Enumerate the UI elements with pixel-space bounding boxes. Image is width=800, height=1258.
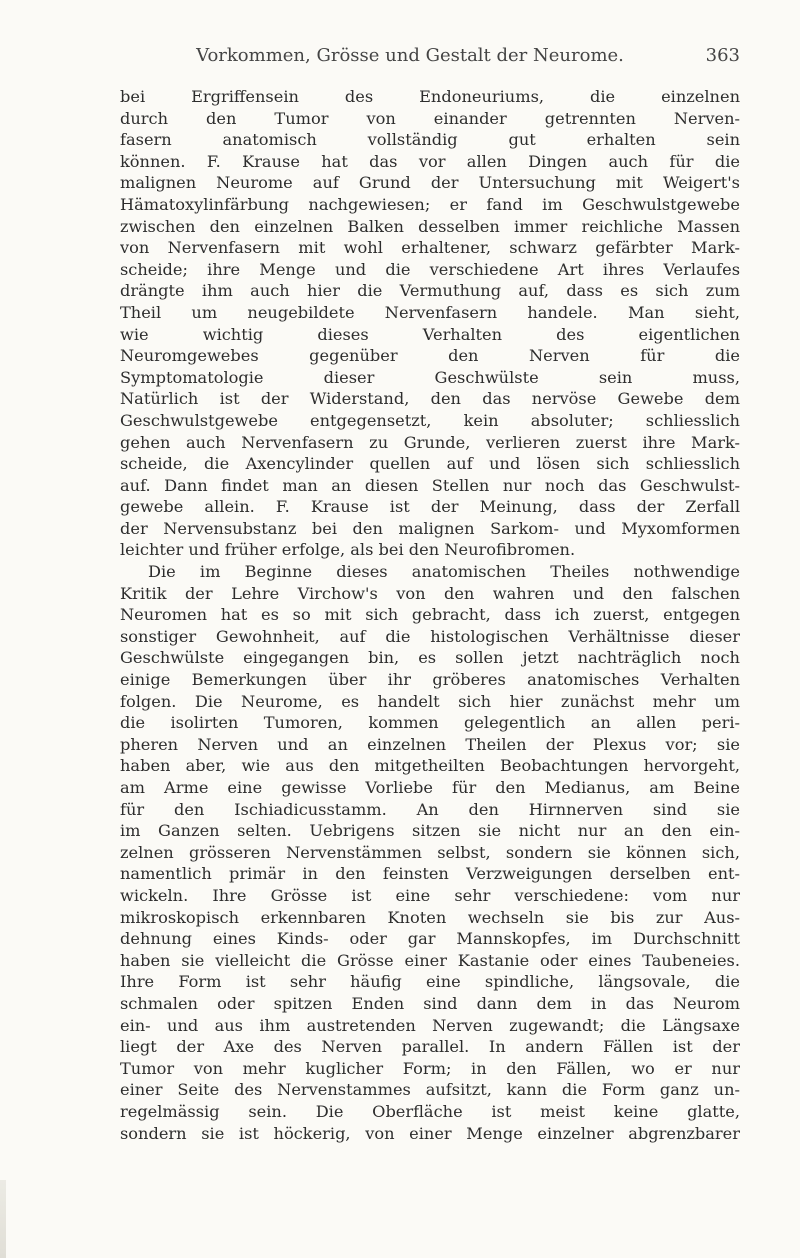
text-line: namentlich primär in den feinsten Verzweigungen derselben ent- (120, 864, 740, 884)
text-line: wickeln. Ihre Grösse ist eine sehr verschiedene: vom nur (120, 885, 740, 905)
text-line: von Nervenfasern mit wohl erhaltener, schwarz gefärbter Mark- (120, 238, 740, 258)
text-line: Ihre Form ist sehr häufig eine spindliche, längsovale, die (120, 972, 740, 992)
text-line: Die im Beginne dieses anatomischen Theiles nothwendige (148, 562, 740, 582)
page-edge-shadow (0, 1180, 6, 1258)
text-line: am Arme eine gewisse Vorliebe für den Medianus, am Beine (120, 778, 740, 797)
text-line: pheren Nerven und an einzelnen Theilen der Plexus vor; sie (120, 734, 740, 754)
text-line: Neuromen hat es so mit sich gebracht, dass ich zuerst, entgegen (120, 605, 740, 625)
text-line: mikroskopisch erkennbaren Knoten wechseln sie bis zur Aus- (120, 907, 740, 927)
text-line: Neuromgewebes gegenüber den Nerven für die (120, 346, 740, 366)
text-line: für den Ischiadicusstamm. An den Hirnnerven sind sie (120, 799, 740, 819)
text-line: wie wichtig dieses Verhalten des eigentlichen (120, 324, 740, 344)
text-line: Tumor von mehr kuglicher Form; in den Fällen, wo er nur (120, 1058, 740, 1078)
text-line: im Ganzen selten. Uebrigens sitzen sie nicht nur an den ein- (120, 821, 740, 841)
text-line: scheide; ihre Menge und die verschiedene Art ihres Verlaufes (120, 259, 740, 279)
text-line: der Nervensubstanz bei den malignen Sarkom- und Myxomformen (120, 518, 740, 538)
text-line: schmalen oder spitzen Enden sind dann dem in das Neurom (120, 993, 740, 1013)
text-line: sondern sie ist höckerig, von einer Menge einzelner abgrenzbarer (120, 1123, 740, 1143)
text-line: scheide, die Axencylinder quellen auf und lösen sich schliesslich (120, 454, 740, 474)
text-line: gewebe allein. F. Krause ist der Meinung, dass der Zerfall (120, 497, 740, 517)
body-text (120, 86, 740, 1144)
running-title: Vorkommen, Grösse und Gestalt der Neurome. (196, 45, 624, 66)
text-line: zelnen grösseren Nervenstämmen selbst, sondern sie können sich, (120, 842, 740, 862)
text-line: folgen. Die Neurome, es handelt sich hier zunächst mehr um (120, 691, 740, 711)
text-line: Geschwülste eingegangen bin, es sollen jetzt nachträglich noch (120, 648, 740, 668)
text-line: Kritik der Lehre Virchow's von den wahren und den falschen (120, 583, 740, 603)
text-line: sonstiger Gewohnheit, auf die histologischen Verhältnisse dieser (120, 626, 740, 646)
text-line: fasern anatomisch vollständig gut erhalten sein (120, 130, 740, 150)
text-line: bei Ergriffensein des Endoneuriums, die einzelnen (120, 87, 740, 106)
text-line: haben aber, wie aus den mitgetheilten Beobachtungen hervorgeht, (120, 756, 740, 776)
text-line: ein- und aus ihm austretenden Nerven zugewandt; die Längsaxe (120, 1015, 740, 1035)
text-line: Hämatoxylinfärbung nachgewiesen; er fand im Geschwulstgewebe (120, 194, 740, 214)
text-line: durch den Tumor von einander getrennten Nerven- (120, 108, 740, 128)
text-line: drängte ihm auch hier die Vermuthung auf, dass es sich zum (120, 281, 740, 301)
text-line: die isolirten Tumoren, kommen gelegentlich an allen peri- (120, 713, 740, 733)
page-number: 363 (705, 45, 740, 66)
text-line: malignen Neurome auf Grund der Untersuchung mit Weigert's (120, 173, 740, 193)
text-line: Symptomatologie dieser Geschwülste sein muss, (120, 367, 740, 387)
text-line: liegt der Axe des Nerven parallel. In andern Fällen ist der (120, 1037, 740, 1057)
text-line: auf. Dann findet man an diesen Stellen nur noch das Geschwulst- (120, 475, 740, 495)
text-line: Natürlich ist der Widerstand, den das nervöse Gewebe dem (120, 389, 740, 409)
text-line: leichter und früher erfolge, als bei den Neurofibromen. (120, 540, 576, 560)
text-line: können. F. Krause hat das vor allen Dingen auch für die (120, 151, 740, 171)
text-line: Theil um neugebildete Nervenfasern handele. Man sieht, (120, 302, 740, 322)
text-line: dehnung eines Kinds- oder gar Mannskopfes, im Durchschnitt (120, 929, 740, 949)
text-line: einer Seite des Nervenstammes aufsitzt, kann die Form ganz un- (120, 1080, 740, 1100)
text-line: einige Bemerkungen über ihr gröberes anatomisches Verhalten (120, 670, 740, 690)
page-header (120, 45, 740, 73)
text-line: regelmässig sein. Die Oberfläche ist meist keine glatte, (120, 1101, 740, 1121)
text-line: haben sie vielleicht die Grösse einer Kastanie oder eines Taubeneies. (120, 950, 740, 970)
text-line: Geschwulstgewebe entgegensetzt, kein absoluter; schliesslich (120, 410, 740, 430)
text-line: gehen auch Nervenfasern zu Grunde, verlieren zuerst ihre Mark- (120, 432, 740, 452)
text-line: zwischen den einzelnen Balken desselben immer reichliche Massen (120, 216, 740, 236)
